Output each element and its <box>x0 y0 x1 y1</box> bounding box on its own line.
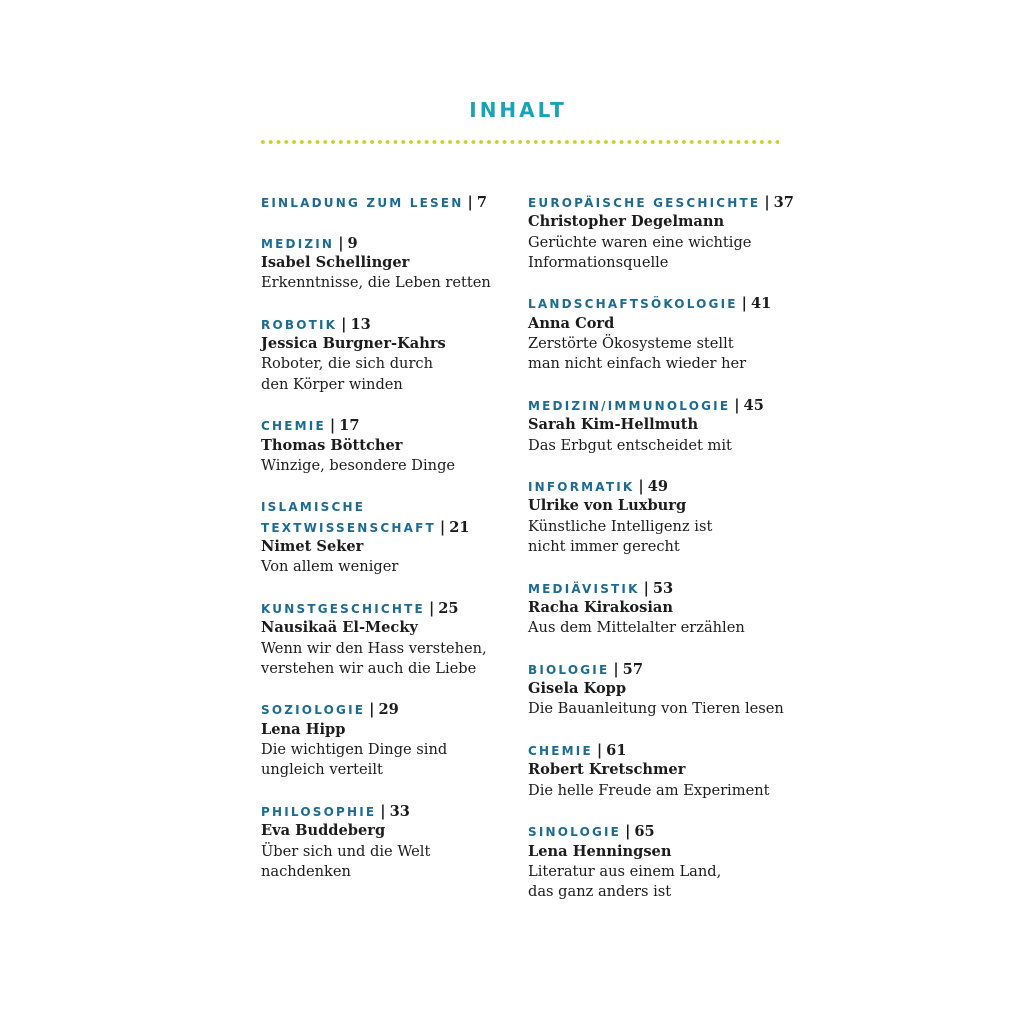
toc-page-number: 37 <box>773 194 794 211</box>
toc-description: nachdenken <box>261 862 351 880</box>
toc-description: Über sich und die Welt <box>261 842 431 860</box>
toc-author: Eva Buddeberg <box>261 822 386 840</box>
toc-subject-line <box>261 801 523 821</box>
toc-description: Die wichtigen Dinge sind <box>261 741 448 759</box>
toc-page-number: 33 <box>389 802 410 820</box>
toc-separator: | <box>341 315 347 333</box>
toc-page-number: 49 <box>647 478 669 496</box>
toc-description: Die helle Freude am Experiment <box>528 781 770 799</box>
toc-subject: MEDIZIN/IMMUNOLOGIE <box>528 398 731 413</box>
toc-description: nicht immer gerecht <box>528 538 680 556</box>
toc-entry[interactable] <box>528 192 798 273</box>
toc-author: Lena Hipp <box>261 720 346 738</box>
toc-subject-line <box>528 821 798 841</box>
toc-entry[interactable] <box>261 192 523 212</box>
toc-entry[interactable] <box>528 476 798 557</box>
toc-subject-line <box>528 476 798 496</box>
toc-author: Nausikaä El-Mecky <box>261 619 418 637</box>
toc-page-number: 17 <box>339 417 360 435</box>
toc-separator: | <box>369 701 375 719</box>
dotted-divider <box>259 139 779 145</box>
toc-subject: KUNSTGESCHICHTE <box>261 601 425 616</box>
toc-page-number: 21 <box>449 518 470 536</box>
toc-subject-line <box>528 578 798 598</box>
toc-subject: SOZIOLOGIE <box>261 703 366 718</box>
toc-subject: CHEMIE <box>528 744 593 759</box>
toc-author: Lena Henningsen <box>528 842 672 860</box>
toc-author: Nimet Seker <box>261 538 364 556</box>
toc-description: Von allem weniger <box>261 558 399 576</box>
toc-separator: | <box>613 660 619 678</box>
toc-entry[interactable] <box>528 740 798 801</box>
toc-subject: EUROPÄISCHE GESCHICHTE <box>528 196 761 210</box>
toc-separator: | <box>380 802 386 820</box>
toc-subject-line <box>261 192 523 212</box>
toc-subject-line <box>528 395 798 415</box>
toc-description: Erkenntnisse, die Leben retten <box>261 274 491 292</box>
toc-subject: SINOLOGIE <box>528 825 622 840</box>
toc-subject-line <box>261 314 523 334</box>
toc-subject: LANDSCHAFTSÖKOLOGIE <box>528 297 738 312</box>
toc-entry[interactable] <box>261 801 523 882</box>
toc-separator: | <box>625 823 631 841</box>
toc-description: Roboter, die sich durch <box>261 355 433 373</box>
toc-subject: BIOLOGIE <box>528 662 610 677</box>
toc-entry[interactable] <box>528 578 798 639</box>
toc-subject-line <box>261 517 523 537</box>
toc-subject: INFORMATIK <box>528 480 635 495</box>
toc-entry[interactable] <box>528 293 798 374</box>
toc-subject-line <box>261 598 523 618</box>
toc-column-left <box>261 192 523 902</box>
toc-description: man nicht einfach wieder her <box>528 355 747 373</box>
toc-subject-line <box>261 496 523 516</box>
toc-description: den Körper winden <box>261 375 403 393</box>
toc-subject-line <box>261 699 523 719</box>
toc-separator: | <box>643 579 649 597</box>
toc-page-number: 25 <box>438 599 459 617</box>
toc-description: Aus dem Mittelalter erzählen <box>528 619 745 637</box>
toc-separator: | <box>596 742 603 760</box>
toc-entry[interactable] <box>261 415 523 476</box>
toc-subject: MEDIÄVISTIK <box>528 581 640 596</box>
toc-subject: CHEMIE <box>261 419 326 434</box>
toc-subject-line <box>528 659 798 679</box>
toc-page-number: 9 <box>347 234 358 252</box>
toc-author: Ulrike von Luxburg <box>528 497 687 515</box>
toc-page-number: 45 <box>743 396 764 414</box>
toc-description: Winzige, besondere Dinge <box>261 456 456 474</box>
toc-entry[interactable] <box>528 821 798 902</box>
toc-description: ungleich verteilt <box>261 761 383 779</box>
toc-subject-line <box>528 740 798 760</box>
toc-author: Sarah Kim-Hellmuth <box>528 416 699 434</box>
toc-page-number: 29 <box>378 701 399 719</box>
toc-entry[interactable] <box>261 699 523 780</box>
toc-entry[interactable] <box>261 314 523 395</box>
toc-separator: | <box>329 417 336 435</box>
toc-description: Literatur aus einem Land, <box>528 862 722 880</box>
toc-entry[interactable] <box>528 395 798 456</box>
toc-page-number: 65 <box>634 823 655 841</box>
toc-author: Gisela Kopp <box>528 680 627 698</box>
toc-separator: | <box>428 599 435 617</box>
toc-description: Künstliche Intelligenz ist <box>528 517 713 535</box>
toc-description: das ganz anders ist <box>528 883 672 901</box>
toc-subject: EINLADUNG ZUM LESEN <box>261 196 464 210</box>
toc-separator: | <box>734 396 740 414</box>
toc-description: Wenn wir den Hass verstehen, <box>261 639 487 657</box>
toc-description: Informationsquelle <box>528 253 669 271</box>
toc-subject-line <box>261 415 523 435</box>
toc-separator: | <box>638 478 644 496</box>
toc-description: Gerüchte waren eine wichtige <box>528 233 752 251</box>
toc-page-number: 53 <box>652 579 674 597</box>
toc-subject-line <box>261 233 523 253</box>
toc-entry[interactable] <box>261 496 523 577</box>
toc-entry[interactable] <box>261 598 523 679</box>
toc-author: Thomas Böttcher <box>261 436 403 454</box>
toc-author: Jessica Burgner-Kahrs <box>261 335 446 353</box>
toc-subject-line <box>528 293 798 313</box>
toc-entry[interactable] <box>528 659 798 720</box>
toc-description: verstehen wir auch die Liebe <box>261 659 477 677</box>
toc-entry[interactable] <box>261 233 523 294</box>
toc-page-number: 7 <box>476 194 487 211</box>
toc-subject: PHILOSOPHIE <box>261 804 377 819</box>
toc-separator: | <box>764 194 770 211</box>
toc-subject: ISLAMISCHE <box>261 500 366 515</box>
toc-column-right <box>528 192 798 923</box>
toc-subject: TEXTWISSENSCHAFT <box>261 520 436 535</box>
toc-author: Racha Kirakosian <box>528 598 673 616</box>
toc-description: Das Erbgut entscheidet mit <box>528 436 732 454</box>
page-title: INHALT <box>469 98 567 122</box>
toc-separator: | <box>741 295 747 313</box>
toc-separator: | <box>439 518 446 536</box>
toc-author: Robert Kretschmer <box>528 761 686 779</box>
toc-author: Anna Cord <box>528 314 615 332</box>
toc-subject-line <box>528 192 798 212</box>
toc-author: Christopher Degelmann <box>528 213 725 231</box>
toc-subject: ROBOTIK <box>261 317 338 332</box>
toc-page-number: 57 <box>622 660 643 678</box>
toc-page-number: 61 <box>606 742 627 760</box>
toc-description: Zerstörte Ökosysteme stellt <box>528 335 734 353</box>
toc-author: Isabel Schellinger <box>261 253 410 271</box>
toc-separator: | <box>338 234 344 252</box>
toc-subject: MEDIZIN <box>261 236 335 251</box>
toc-description: Die Bauanleitung von Tieren lesen <box>528 700 784 718</box>
toc-page-number: 13 <box>350 315 371 333</box>
toc-page-number: 41 <box>750 295 772 313</box>
toc-separator: | <box>467 194 473 211</box>
